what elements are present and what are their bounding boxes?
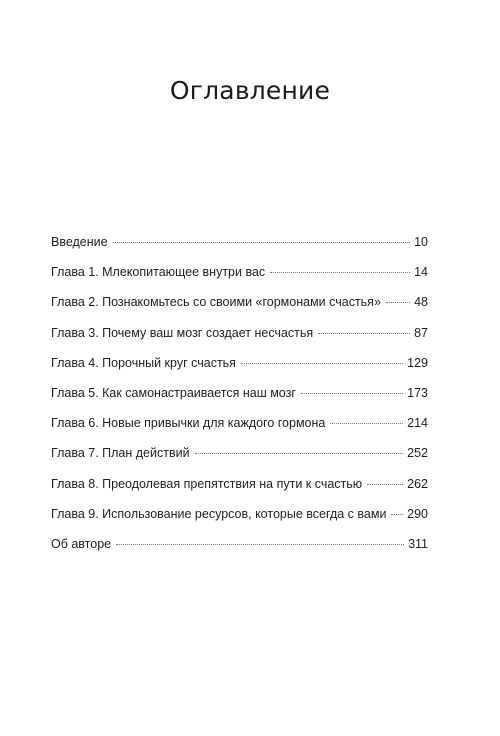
toc-entry-label: Глава 6. Новые привычки для каждого гормона bbox=[51, 416, 326, 431]
toc-entry-chapter-9[interactable] bbox=[51, 506, 428, 536]
toc-entry-chapter-1[interactable] bbox=[51, 264, 428, 294]
toc-dot-leader bbox=[330, 423, 403, 424]
toc-entry-label: Глава 4. Порочный круг счастья bbox=[51, 355, 236, 370]
toc-entry-label: Об авторе bbox=[51, 536, 112, 551]
toc-page-number: 14 bbox=[414, 265, 428, 280]
toc-dot-leader bbox=[386, 302, 410, 303]
toc-entry-chapter-7[interactable] bbox=[51, 445, 428, 475]
toc-entry-chapter-5[interactable] bbox=[51, 385, 428, 415]
toc-dot-leader bbox=[195, 453, 404, 454]
toc-page-number: 48 bbox=[414, 295, 428, 310]
toc-page-number: 129 bbox=[407, 355, 428, 370]
toc-dot-leader bbox=[113, 242, 410, 243]
toc-dot-leader bbox=[270, 272, 410, 273]
toc-entry-label: Глава 7. План действий bbox=[51, 446, 190, 461]
toc-page-number: 214 bbox=[407, 416, 428, 431]
toc-entry-about-author[interactable] bbox=[51, 536, 428, 566]
toc-entry-chapter-6[interactable] bbox=[51, 415, 428, 445]
toc-dot-leader bbox=[241, 363, 403, 364]
toc-entry-label: Глава 1. Млекопитающее внутри вас bbox=[51, 265, 266, 280]
toc-entry-chapter-8[interactable] bbox=[51, 476, 428, 506]
toc-entry-chapter-2[interactable] bbox=[51, 294, 428, 324]
toc-dot-leader bbox=[116, 544, 404, 545]
toc-dot-leader bbox=[318, 333, 410, 334]
toc-entry-label: Введение bbox=[51, 235, 108, 249]
toc-dot-leader bbox=[301, 393, 403, 394]
toc-entry-label: Глава 9. Использование ресурсов, которые всегда с вами bbox=[51, 506, 387, 521]
toc-page-number: 290 bbox=[407, 506, 428, 521]
toc-page-number: 311 bbox=[408, 536, 428, 551]
toc-entry-label: Глава 3. Почему ваш мозг создает несчастья bbox=[51, 325, 314, 340]
toc-dot-leader bbox=[367, 484, 403, 485]
toc-entry-chapter-3[interactable] bbox=[51, 325, 428, 355]
toc-entry-chapter-4[interactable] bbox=[51, 355, 428, 385]
toc-page-number: 10 bbox=[414, 235, 428, 249]
toc-page-number: 262 bbox=[407, 476, 428, 491]
toc-entry-label: Глава 2. Познакомьтесь со своими «гормонами счастья» bbox=[51, 295, 381, 310]
toc-page-number: 252 bbox=[407, 446, 428, 461]
page-title: Оглавление bbox=[169, 76, 331, 105]
toc-entry-label: Глава 8. Преодолевая препятствия на пути к счастью bbox=[51, 476, 363, 491]
toc-page-number: 173 bbox=[407, 385, 428, 400]
toc-dot-leader bbox=[391, 514, 403, 515]
toc-entry-label: Глава 5. Как самонастраивается наш мозг bbox=[51, 385, 296, 400]
table-of-contents bbox=[51, 234, 428, 566]
toc-entry-introduction[interactable] bbox=[51, 234, 428, 264]
toc-page-number: 87 bbox=[414, 325, 428, 340]
